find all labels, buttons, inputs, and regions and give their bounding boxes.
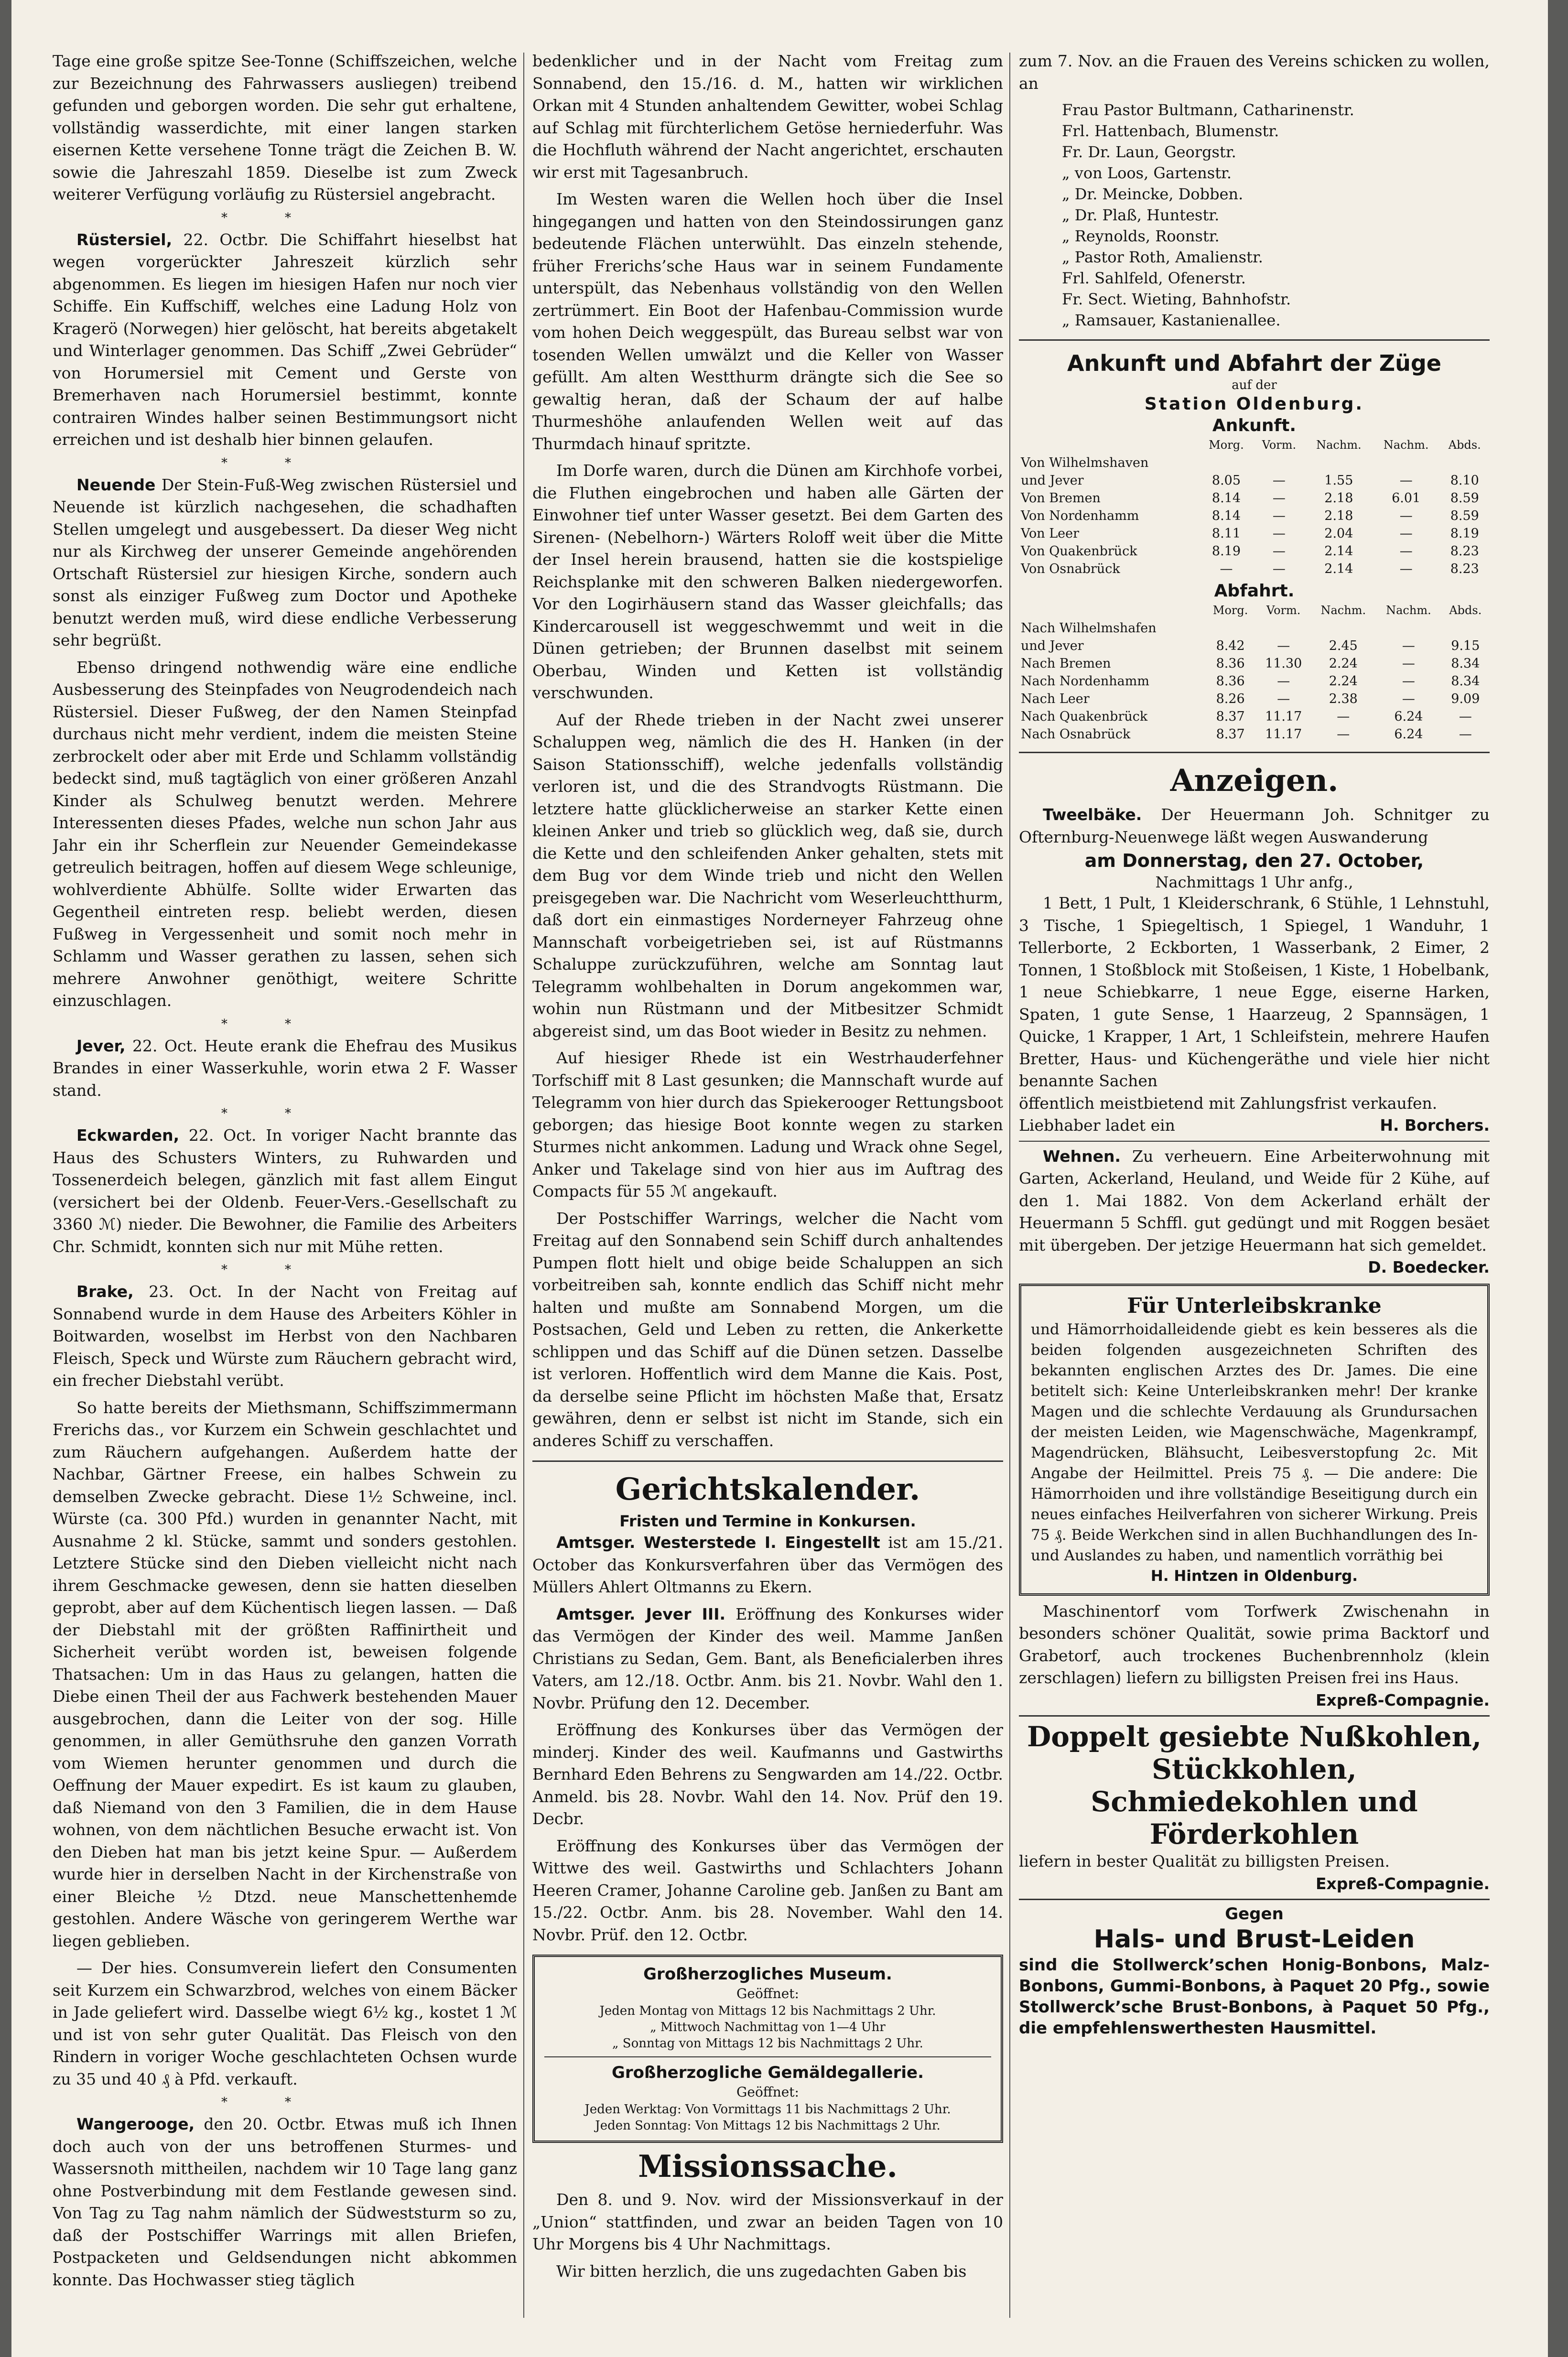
- time-cell: 2.14: [1324, 544, 1353, 559]
- station-name: Von Osnabrück: [1021, 562, 1120, 576]
- time-cell: 1.55: [1324, 473, 1353, 488]
- table-row: [1019, 690, 1490, 708]
- time-cell: [1305, 454, 1373, 472]
- station-name: Von Leer: [1021, 526, 1080, 541]
- time-cell: —: [1272, 473, 1286, 488]
- train-title: Ankunft und Abfahrt der Züge: [1067, 350, 1441, 376]
- time-cell: —: [1272, 508, 1286, 523]
- auction-terms: öffentlich meistbietend mit Zahlungsfrist verkaufen.: [1019, 1093, 1438, 1113]
- time-cell: —: [1277, 674, 1290, 689]
- time-cell: —: [1272, 491, 1286, 506]
- station-name: Von Quakenbrück: [1021, 544, 1137, 559]
- museum-hours: Jeden Montag von Mittags 12 bis Nachmittags 2 Uhr.: [599, 2004, 936, 2018]
- court-entry: Amtsger. Westerstede I. Eingestellt ist am 15./21. October das Konkursverfahren über das Vermögen des Müllers Ahlert Oltmanns zu Ekern.: [532, 1533, 1003, 1596]
- table-header-cell: Vorm.: [1262, 438, 1297, 452]
- time-cell: [1204, 619, 1256, 637]
- article-paragraph: bedenklicher und in der Nacht vom Freitag zum Sonnabend, den 15./16. d. M., hatten wir wirklichen Orkan mit 4 Stunden anhaltendem Gewitter, wobei Schlag auf Schlag mit fürchterlichem Getöse herniederfuhr. Was die Hochfluth während der Nacht angerichtet, erschauten wir erst mit Tagesanbruch.: [532, 52, 1003, 182]
- article-paragraph: Im Westen waren die Wellen hoch über die Insel hingegangen und hatten von den Steindossirungen ganz bedeutende Flächen unterwühlt. Das einzeln stehende, früher Frerichs’sche Haus war in seinem Fundamente unterspült, das Nebenhaus vollständig von den Wellen zertrümmert. Ein Boot der Hafenbau-Commission wurde vom hohen Deich weggespült, das Bureau selbst war von tosenden Wellen umwälzt und die Keller von Wasser gefüllt. Am alten Westthurm drängte sich die See so gewaltig heran, daß der Schaum der auf halbe Thurmeshöhe anlaufenden Wellen weit auf das Thurmdach hinauf spritzte.: [532, 190, 1003, 453]
- separator-stars: **: [221, 1016, 348, 1031]
- station-name: Nach Nordenhamm: [1021, 674, 1149, 689]
- table-header-cell: Nachm.: [1383, 438, 1429, 452]
- separator-stars: **: [221, 210, 348, 225]
- time-cell: 2.18: [1324, 508, 1353, 523]
- list-item: „ Dr. Plaß, Huntestr.: [1062, 206, 1220, 224]
- place-heading: Brake,: [76, 1282, 134, 1301]
- museum-open: Geöffnet:: [736, 1986, 799, 2001]
- article-eckwarden: Eckwarden, 22. Oct. In voriger Nacht brannte das Haus des Schusters Winters, zu Ruhwarden und Tossenerdeich belegen, gänzlich mit fast allem Eingut (versichert bei der Oldenb. Feuer-Vers.-Gesellschaft zu 3360 ℳ) nieder. Die Bewohner, die Familie des Arbeiters Chr. Schmidt, konnten sich nur mit Mühe retten.: [53, 1126, 517, 1256]
- time-cell: 2.24: [1329, 656, 1358, 671]
- station-name: Nach Leer: [1021, 692, 1090, 706]
- time-cell: [1441, 619, 1490, 637]
- time-cell: 9.09: [1451, 692, 1480, 706]
- separator-stars: **: [221, 1263, 348, 1277]
- table-header-cell: Nachm.: [1320, 604, 1366, 617]
- train-station: Station Oldenburg.: [1144, 394, 1364, 414]
- time-cell: [1253, 454, 1305, 472]
- contact-list: [1019, 99, 1490, 331]
- list-item: „ Dr. Meincke, Dobben.: [1062, 185, 1244, 203]
- table-header-cell: Abds.: [1448, 438, 1481, 452]
- place-heading: Jever,: [76, 1036, 126, 1055]
- time-cell: [1200, 454, 1253, 472]
- time-cell: —: [1399, 562, 1413, 576]
- ad-auction: Tweelbäke. Der Heuermann Joh. Schnitger zu Ofternburg-Neuenwege läßt wegen Auswanderung am Donnerstag, den 27. October, Nachmittags 1 Uhr anfg., 1 Bett, 1 Pult, 1 Kleiderschrank, 6 Stühle, 1 Lehnstuhl, 3 Tische, 1 Spiegeltisch, 1 Spiegel, 1 Wanduhr, 1 Tellerborte, 2 Eckborten, 1 Wasserbank, 2 Eimer, 2 Tonnen, 1 Stoßblock mit Stoßeisen, 1 Kiste, 1 Hobelbank, 1 neue Schiebkarre, 1 neue Egge, eiserne Harken, Spaten, 1 gute Sense, 1 Haarzeug, 2 Spannsägen, 1 Quicke, 1 Krapper, 1 Art, 1 Schleifstein, mehrere Haufen Bretter, Haus- und Küchengeräthe und viele hier nicht benannte Sachen öffentlich meistbietend mit Zahlungsfrist verkaufen. Liebhaber ladet ein H. Borchers.: [1019, 804, 1490, 1137]
- ad-heading: Hals- und Brust-Leiden: [1093, 1925, 1415, 1954]
- table-row: [1019, 637, 1490, 655]
- time-cell: 9.15: [1451, 638, 1480, 653]
- time-cell: 2.24: [1329, 674, 1358, 689]
- section-subtitle: Fristen und Termine in Konkursen.: [619, 1512, 916, 1530]
- time-cell: —: [1399, 508, 1413, 523]
- time-cell: 8.23: [1450, 562, 1479, 576]
- column-1: [53, 50, 517, 2335]
- newspaper-page: [11, 0, 1548, 2357]
- station-name: und Jever: [1021, 638, 1084, 653]
- time-cell: 8.14: [1211, 491, 1241, 506]
- time-cell: 8.19: [1450, 526, 1479, 541]
- station-name: Von Bremen: [1021, 491, 1101, 506]
- time-cell: —: [1277, 692, 1290, 706]
- gallery-title: Großherzogliche Gemäldegallerie.: [611, 2063, 924, 2082]
- time-cell: 8.23: [1450, 544, 1479, 559]
- list-item: „ von Loos, Gartenstr.: [1062, 164, 1232, 182]
- time-cell: 2.38: [1329, 692, 1358, 706]
- article-wangerooge: Wangerooge, den 20. Octbr. Etwas muß ich Ihnen doch auch von der uns betroffenen Sturmes- und Wassersnoth mittheilen, nachdem wir 10 Tage lang ganz ohne Postverbindung mit dem Festlande gewesen sind. Von Tag zu Tag nahm nämlich der Südweststurm so zu, daß der Postschiffer Warrings mit allen Briefen, Postpacketen und Geldsendungen nicht abkommen konnte. Das Hochwasser stieg täglich: [53, 2115, 517, 2289]
- place-heading: Wangerooge,: [76, 2115, 195, 2133]
- table-row: [1019, 655, 1490, 672]
- article-paragraph: Der Postschiffer Warrings, welcher die Nacht vom Freitag auf den Sonnabend sein Schiff durch anhaltendes Pumpen flott hielt und obige beide Schaluppen an sich vorbeitreiben sah, konnte endlich das Schiff nicht mehr halten und mußte am Sonnabend Morgen, um die Postsachen, Geld und Leben zu retten, die Ankerkette schlippen und das Schiff auf die Dünen setzen. Dasselbe ist verloren. Hoffentlich wird dem Manne die Kais. Post, da derselbe seine Pflicht im höchsten Maße that, Ersatz gewähren, denn er selbst ist nicht im Stande, sich ein anderes Schiff zu verschaffen.: [532, 1209, 1003, 1450]
- section-divider: [1019, 339, 1490, 341]
- auction-date: am Donnerstag, den 27. October,: [1084, 850, 1424, 871]
- time-cell: 8.59: [1450, 491, 1479, 506]
- time-cell: 6.24: [1394, 727, 1423, 742]
- station-name: Nach Quakenbrück: [1021, 709, 1148, 724]
- gallery-open: Geöffnet:: [736, 2084, 799, 2100]
- time-cell: 2.04: [1324, 526, 1353, 541]
- mission-paragraph: Den 8. und 9. Nov. wird der Missionsverkauf in der „Union“ stattfinden, und zwar an beiden Tagen von 10 Uhr Morgens bis 4 Uhr Nachmittags.: [532, 2190, 1003, 2253]
- article-paragraph: Auf der Rhede trieben in der Nacht zwei unserer Schaluppen weg, nämlich die des H. Hanken (in der Saison Stationsschiff), welche jedenfalls vollständig verloren ist, und die des Strandvogts Rüstmann. Die letztere hatte glücklicherweise an starker Kette einen kleinen Anker und trieb so glücklich weg, daß sie, durch die Kette und den schleifenden Anker gehalten, stets mit dem Bug vor dem Winde trieb und nicht den Wellen preisgegeben war. Die Nachricht vom Weserleuchtthurm, daß dort ein einmastiges Norderneyer Fahrzeug ohne Mannschaft vorbeigetrieben sei, ist auf Rüstmanns Schaluppe zurückzuführen, welche am Sonntag laut Telegramm wohlbehalten in Dorum angekommen war, wohin nun Rüstmann und der Mitbesitzer Schmidt abgereist sind, um das Boot wieder in Besitz zu nehmen.: [532, 710, 1003, 1040]
- court-entry: Eröffnung des Konkurses über das Vermögen der minderj. Kinder des weil. Kaufmanns und Gastwirths Bernhard Eden Behrens zu Sengwarden am 14./22. Octbr. Anmeld. bis 28. Novbr. Wahl den 14. Nov. Prüf den 19. Decbr.: [532, 1720, 1003, 1828]
- separator-stars: **: [221, 2095, 348, 2109]
- time-cell: [1440, 454, 1490, 472]
- article-paragraph: zum 7. Nov. an die Frauen des Vereins schicken zu wollen, an: [1019, 52, 1490, 93]
- ad-heading: Doppelt gesiebte Nußkohlen, Stückkohlen, Schmiedekohlen und Förderkohlen: [1027, 1720, 1482, 1850]
- station-name: Von Wilhelmshaven: [1021, 455, 1149, 470]
- time-cell: 11.17: [1265, 727, 1302, 742]
- table-row: [1019, 472, 1490, 489]
- article-paragraph: Auf hiesiger Rhede ist ein Westrhauderfehner Torfschiff mit 8 Last gesunken; die Mannschaft wurde auf Telegramm von hier durch das Spiekerooger Rettungsboot geborgen; das hiesige Boot konnte wegen zu starken Sturmes nicht ankommen. Ladung und Wrack ohne Segel, Anker und Takelage sind von hier aus im Auftrag des Compacts für 55 ℳ angekauft.: [532, 1049, 1003, 1200]
- museum-hours: „ Sonntag von Mittags 12 bis Nachmittags 2 Uhr.: [612, 2036, 923, 2051]
- table-row: [1019, 708, 1490, 725]
- train-auf: auf der: [1232, 378, 1277, 392]
- time-cell: 8.19: [1211, 544, 1241, 559]
- table-header-cell: Vorm.: [1266, 604, 1301, 617]
- list-item: Fr. Sect. Wieting, Bahnhofstr.: [1062, 290, 1291, 308]
- museum-title: Großherzogliches Museum.: [643, 1965, 892, 1984]
- separator-stars: **: [221, 1106, 348, 1121]
- time-cell: —: [1399, 544, 1413, 559]
- time-cell: —: [1402, 656, 1415, 671]
- separator-stars: **: [221, 455, 348, 470]
- museum-box: [532, 1955, 1003, 2143]
- ad-torf: Maschinentorf vom Torfwerk Zwischenahn in besonders schöner Qualität, sowie prima Backtorf und Grabetorf, auch trockenes Buchenbrennholz (klein zerschlagen) liefern zu billigsten Preisen frei ins Haus. Expreß-Compagnie.: [1019, 1601, 1490, 1709]
- time-cell: 8.36: [1216, 674, 1245, 689]
- table-row: [1019, 542, 1490, 560]
- time-cell: 8.26: [1216, 692, 1245, 706]
- table-row: [1019, 507, 1490, 525]
- auction-time: Nachmittags 1 Uhr anfg.,: [1155, 873, 1353, 891]
- ad-signature: Expreß-Compagnie.: [1315, 1874, 1490, 1893]
- station-name: Von Nordenhamm: [1021, 508, 1139, 523]
- time-cell: —: [1402, 674, 1415, 689]
- table-row: [1019, 454, 1490, 472]
- list-item: Frau Pastor Bultmann, Catharinenstr.: [1062, 101, 1354, 119]
- table-row: [1019, 525, 1490, 542]
- time-cell: 2.14: [1324, 562, 1353, 576]
- court-entry: Amtsger. Jever III. Eröffnung des Konkurses wider das Vermögen der Kinder des weil. Mamme Janßen Christians zu Sedan, Gem. Bant, als Beneficialerben ihres Vaters, am 12./18. Octbr. Anm. bis 21. Novbr. Wahl den 1. Novbr. Prüfung den 12. December.: [532, 1604, 1003, 1712]
- ad-wehnen: Wehnen. Zu verheuern. Eine Arbeiterwohnung mit Garten, Ackerland, Heuland, und Weide für 2 Kühe, auf den 1. Mai 1882. Von dem Ackerland erhält der Heuermann 5 Schffl. gut gedüngt und mit Roggen besäet mit übergeben. Der jetzige Heuermann hat sich gemeldet. D. Boedecker.: [1019, 1146, 1490, 1276]
- time-cell: 8.14: [1211, 508, 1241, 523]
- departure-table: [1019, 602, 1490, 743]
- article-paragraph: Ebenso dringend nothwendig wäre eine endliche Ausbesserung des Steinpfades von Neugrodendeich nach Rüstersiel. Dieser Fußweg, der den Namen Steinpfad durchaus nicht mehr verdient, indem die meisten Steine zerbrockelt oder aber mit Erde und Schlamm vollständig bedeckt sind, muß tagtäglich von einer größeren Anzahl Kinder als Schulweg benutzt werden. Mehrere Interessenten dieses Pfades, welche nun schon Jahr aus Jahr ein ihr Scherflein zur Neuender Gemeindekasse getreulich beitragen, hoffen auf diesem Wege schleunige, wohlverdiente Abhülfe. Sollte wider Erwarten das Gegentheil eintreten resp. beliebt werden, diesen Fußweg in Vergessenheit und somit noch mehr in Schlamm und Wasser gerathen zu lassen, sehen sich mehrere Anwohner genöthigt, weitere Schritte einzuschlagen.: [53, 658, 517, 1010]
- time-cell: 8.10: [1450, 473, 1479, 488]
- article-brake: Brake, 23. Oct. In der Nacht von Freitag auf Sonnabend wurde in dem Hause des Arbeiters Köhler in Boitwarden, woselbst im Herbst von den Nachbaren Fleisch, Speck und Würste zum Räuchern gebracht wird, ein frecher Diebstahl verübt.: [53, 1282, 517, 1390]
- article-paragraph: — Der hies. Consumverein liefert den Consumenten seit Kurzem ein Schwarzbrod, welches von einem Bäcker in Jade geliefert wird. Dasselbe wiegt 6½ kg., kostet 1 ℳ und ist von sehr guter Qualität. Das Fleisch von den Rindern in voriger Woche geschlachteten Ochsen wurde zu 35 und 40 ₰ à Pfd. verkauft.: [53, 1958, 517, 2088]
- time-cell: —: [1277, 638, 1290, 653]
- table-row: [1019, 489, 1490, 507]
- time-cell: 8.59: [1450, 508, 1479, 523]
- time-cell: —: [1399, 526, 1413, 541]
- table-header-cell: Nachm.: [1316, 438, 1362, 452]
- time-cell: 2.45: [1329, 638, 1358, 653]
- court-entry: Eröffnung des Konkurses über das Vermögen der Wittwe des weil. Gastwirths und Schlachters Johann Heeren Cramer, Johanne Caroline geb. Janßen zu Bant am 15./22. Octbr. Anm. bis 28. November. Wahl den 14. Novbr. Prüf. den 12. Octbr.: [532, 1836, 1003, 1944]
- table-header-cell: [1019, 602, 1204, 619]
- article-jever: Jever, 22. Oct. Heute erank die Ehefrau des Musikus Brandes in einer Wasserkuhle, worin etwa 2 F. Wasser stand.: [53, 1036, 517, 1100]
- time-cell: —: [1459, 727, 1472, 742]
- column-2: [532, 50, 1003, 2335]
- table-row: [1019, 560, 1490, 578]
- ad-signature: H. Hintzen in Oldenburg.: [1150, 1567, 1358, 1585]
- ad-stollwerck: Gegen Hals- und Brust-Leiden sind die Stollwerck’schen Honig-Bonbons, Malz-Bonbons, Gummi-Bonbons, à Paquet 20 Pfg., sowie Stollwerck’sche Brust-Bonbons, à Paquet 50 Pfg., die empfehlenswerthesten Hausmittel.: [1019, 1904, 1490, 2038]
- time-cell: [1311, 619, 1376, 637]
- arrival-heading: Ankunft.: [1212, 416, 1297, 435]
- time-cell: —: [1272, 526, 1286, 541]
- mission-paragraph: Wir bitten herzlich, die uns zugedachten Gaben bis: [556, 2261, 967, 2281]
- gallery-hours: Jeden Sonntag: Von Mittags 12 bis Nachmittags 2 Uhr.: [595, 2119, 941, 2133]
- time-cell: —: [1337, 709, 1350, 724]
- article-paragraph: Im Dorfe waren, durch die Dünen am Kirchhofe vorbei, die Fluthen eingebrochen und haben alle Gärten der Einwohner tief unter Wasser gesetzt. Bei dem Garten des Sirenen- (Nebelhorn-) Wärters Roloff weit über die Mitte der Insel herein brausend, hatten sie die kostspielige Reichsplanke mit den schweren Balken niedergeworfen. Vor den Logirhäusern stand das Wasser gleichfalls; das Kindercarousell ist weggeschwemmt und weit in die Dünen getrieben; der Brunnen daselbst mit seinem Oberbau, Winden und Ketten ist vollständig verschwunden.: [532, 461, 1003, 702]
- time-cell: —: [1272, 544, 1286, 559]
- table-header-cell: Morg.: [1212, 604, 1248, 617]
- place-heading: Neuende: [76, 475, 156, 494]
- column-3: [1019, 50, 1490, 2335]
- ad-signature: Expreß-Compagnie.: [1315, 1690, 1490, 1709]
- time-cell: —: [1402, 638, 1415, 653]
- wehnen-signature: D. Boedecker.: [1368, 1258, 1490, 1276]
- time-cell: 8.05: [1211, 473, 1241, 488]
- section-title-missionssache: Missionssache.: [638, 2149, 898, 2184]
- time-cell: 8.34: [1451, 656, 1480, 671]
- section-title-anzeigen: Anzeigen.: [1170, 763, 1339, 799]
- table-header-cell: [1019, 436, 1200, 454]
- museum-hours: „ Mittwoch Nachmittag von 1—4 Uhr: [650, 2020, 886, 2034]
- time-cell: 8.36: [1216, 656, 1245, 671]
- time-cell: 6.24: [1394, 709, 1423, 724]
- table-header-cell: Abds.: [1449, 604, 1482, 617]
- time-cell: 8.34: [1451, 674, 1480, 689]
- article-paragraph: So hatte bereits der Miethsmann, Schiffszimmermann Frerichs das., vor Kurzem ein Schwein geschlachtet und zum Räuchern aufgehangen. Außerdem hatte der Nachbar, Gärtner Freese, ein halbes Schwein zu demselben Zwecke gebracht. Diese 1½ Schweine, incl. Würste (ca. 300 Pfd.) wurden in genannter Nacht, mit Ausnahme 2 kl. Stücke, sammt und sonders gestohlen. Letztere Stücke sind den Dieben vielleicht nicht nach ihrem Geschmacke gewesen, denn sie hatten dieselben geprobt, aber auf dem Küchentisch liegen lassen. — Daß der Diebstahl mit der größten Raffinirtheit und Sicherheit verübt worden ist, beweisen folgende Thatsachen: Um in das Haus zu gelangen, hatten die Diebe einen Theil der aus Fachwerk bestehenden Mauer ausgebrochen, dann die Leiter von der sog. Hille genommen, in aller Gemüthsruhe den ganzen Vorrath vom Wiemen herunter genommen und durch die Oeffnung der Mauer expedirt. Es ist kaum zu glauben, daß Niemand von den 3 Familien, die in dem Hause wohnen, von dem nächtlichen Besuche erwacht ist. Von den Dieben hat man bis jetzt keine Spur. — Außerdem wurde hier in derselben Nacht in der Kirchenstraße von einer Bleiche ½ Dtzd. neue Manschettenhemde gestohlen. Andere Wäsche von geringerem Werthe war liegen geblieben.: [53, 1398, 517, 1950]
- article-ruestersiel: Rüstersiel, 22. Octbr. Die Schiffahrt hieselbst hat wegen vorgerückter Jahreszeit kürzlich sehr abgenommen. Es liegen im hiesigen Hafen nur noch vier Schiffe. Ein Kuffschiff, welches eine Ladung Holz von Kragerö (Norwegen) hier gelöscht, hat bereits abgetakelt und Winterlager genommen. Das Schiff „Zwei Gebrüder“ von Horumersiel mit Cement und Gerste von Bremerhaven nach Horumersiel bestimmt, konnte contrairen Windes halber seinen Bestimmungsort nicht erreichen und ist deshalb hier binnen gelaufen.: [53, 230, 517, 449]
- station-name: Nach Wilhelmshafen: [1021, 621, 1157, 636]
- time-cell: —: [1337, 727, 1350, 742]
- time-cell: 2.18: [1324, 491, 1353, 506]
- list-item: Fr. Dr. Laun, Georgstr.: [1062, 143, 1236, 161]
- departure-heading: Abfahrt.: [1214, 581, 1295, 601]
- station-name: und Jever: [1021, 473, 1084, 488]
- time-cell: [1373, 454, 1440, 472]
- ad-heading: Für Unterleibskranke: [1127, 1293, 1382, 1318]
- time-cell: —: [1220, 562, 1233, 576]
- article-paragraph: Tage eine große spitze See-Tonne (Schiffszeichen, welche zur Bezeichnung des Fahrwassers ausliegen) treibend gefunden und geborgen worden. Die sehr gut erhaltene, vollständig wasserdichte, mit einer langen starken eisernen Kette versehene Tonne trägt die Zeichen B. W. sowie die Jahreszahl 1859. Dieselbe ist zum Zweck weiterer Verfügung vorläufig zu Rüstersiel angebracht.: [53, 52, 517, 204]
- gallery-hours: Jeden Werktag: Von Vormittags 11 bis Nachmittags 2 Uhr.: [584, 2102, 951, 2117]
- time-cell: 11.17: [1265, 709, 1302, 724]
- section-title-gerichtskalender: Gerichtskalender.: [615, 1471, 920, 1507]
- list-item: Frl. Sahlfeld, Ofenerstr.: [1062, 269, 1246, 287]
- time-cell: [1376, 619, 1441, 637]
- time-cell: —: [1399, 473, 1413, 488]
- table-header-cell: Nachm.: [1386, 604, 1431, 617]
- table-row: [1019, 672, 1490, 690]
- station-name: Nach Osnabrück: [1021, 727, 1131, 742]
- ad-kohlen: Doppelt gesiebte Nußkohlen, Stückkohlen, Schmiedekohlen und Förderkohlen liefern in bester Qualität zu billigsten Preisen. Expreß-Compagnie.: [1019, 1720, 1490, 1893]
- auction-signature: H. Borchers.: [1380, 1116, 1490, 1135]
- table-row: [1019, 725, 1490, 743]
- section-divider: [532, 1460, 1003, 1462]
- column-divider: [1009, 53, 1010, 2318]
- section-divider: [1019, 752, 1490, 753]
- time-cell: [1256, 619, 1311, 637]
- time-cell: —: [1272, 562, 1286, 576]
- time-cell: 8.37: [1216, 709, 1245, 724]
- time-cell: 8.11: [1211, 526, 1241, 541]
- list-item: Frl. Hattenbach, Blumenstr.: [1062, 122, 1279, 140]
- arrival-table: [1019, 436, 1490, 578]
- time-cell: 6.01: [1392, 491, 1421, 506]
- column-divider: [523, 53, 524, 2318]
- time-cell: 8.37: [1216, 727, 1245, 742]
- time-cell: —: [1459, 709, 1472, 724]
- time-cell: 11.30: [1265, 656, 1302, 671]
- list-item: „ Reynolds, Roonstr.: [1062, 227, 1220, 245]
- time-cell: 8.42: [1216, 638, 1245, 653]
- list-item: „ Pastor Roth, Amalienstr.: [1062, 248, 1263, 266]
- station-name: Nach Bremen: [1021, 656, 1111, 671]
- ad-unterleibskranke: Für Unterleibskranke und Hämorrhoidalleidende giebt es kein besseres als die beiden folgenden ausgezeichneten Schriften des bekannten englischen Arztes des Dr. James. Die eine betitelt sich: Keine Unterleibskranken mehr! Der kranke Magen und die schlechte Verdauung als Grundursachen der meisten Leiden, wie Magenschwäche, Magenkrampf, Magendrücken, Blähsucht, Leibesverstopfung 2c. Mit Angabe der Heilmittel. Preis 75 ₰. — Die andere: Die Hämorrhoiden und ihre vollständige Beseitigung durch ein neues einfaches Heilverfahren von sicherer Wirkung. Preis 75 ₰. Beide Werkchen sind in allen Buchhandlungen des In- und Auslandes zu haben, und namentlich vorräthig bei H. Hintzen in Oldenburg.: [1019, 1284, 1490, 1596]
- list-item: „ Ramsauer, Kastanienallee.: [1062, 311, 1281, 329]
- place-heading: Rüstersiel,: [76, 230, 173, 249]
- table-row: [1019, 619, 1490, 637]
- article-neuende: Neuende Der Stein-Fuß-Weg zwischen Rüstersiel und Neuende ist kürzlich nachgesehen, die schadhaften Stellen umgelegt und ausgebessert. Da dieser Weg nicht nur als Kirchweg der unserer Gemeinde angehörenden Ortschaft Rüstersiel zur hiesigen Kirche, sondern auch sonst als einziger Fußweg zum Doctor und Apotheke benutzt werden muß, wird diese endliche Verbesserung sehr begrüßt.: [53, 475, 517, 649]
- time-cell: —: [1402, 692, 1415, 706]
- auction-items: 1 Bett, 1 Pult, 1 Kleiderschrank, 6 Stühle, 1 Lehnstuhl, 3 Tische, 1 Spiegeltisch, 1 Spiegel, 1 Wanduhr, 1 Tellerborte, 2 Eckborten, 1 Wasserbank, 2 Eimer, 2 Tonnen, 1 Stoßblock mit Stoßeisen, 1 Kiste, 1 Hobelbank, 1 neue Schiebkarre, 1 neue Egge, eiserne Harken, Spaten, 1 gute Sense, 1 Haarzeug, 2 Spannsägen, 1 Quicke, 1 Krapper, 1 Art, 1 Schleifstein, mehrere Haufen Bretter, Haus- und Küchengeräthe und viele hier nicht benannte Sachen: [1019, 894, 1490, 1090]
- place-heading: Eckwarden,: [76, 1126, 180, 1145]
- table-header-cell: Morg.: [1209, 438, 1244, 452]
